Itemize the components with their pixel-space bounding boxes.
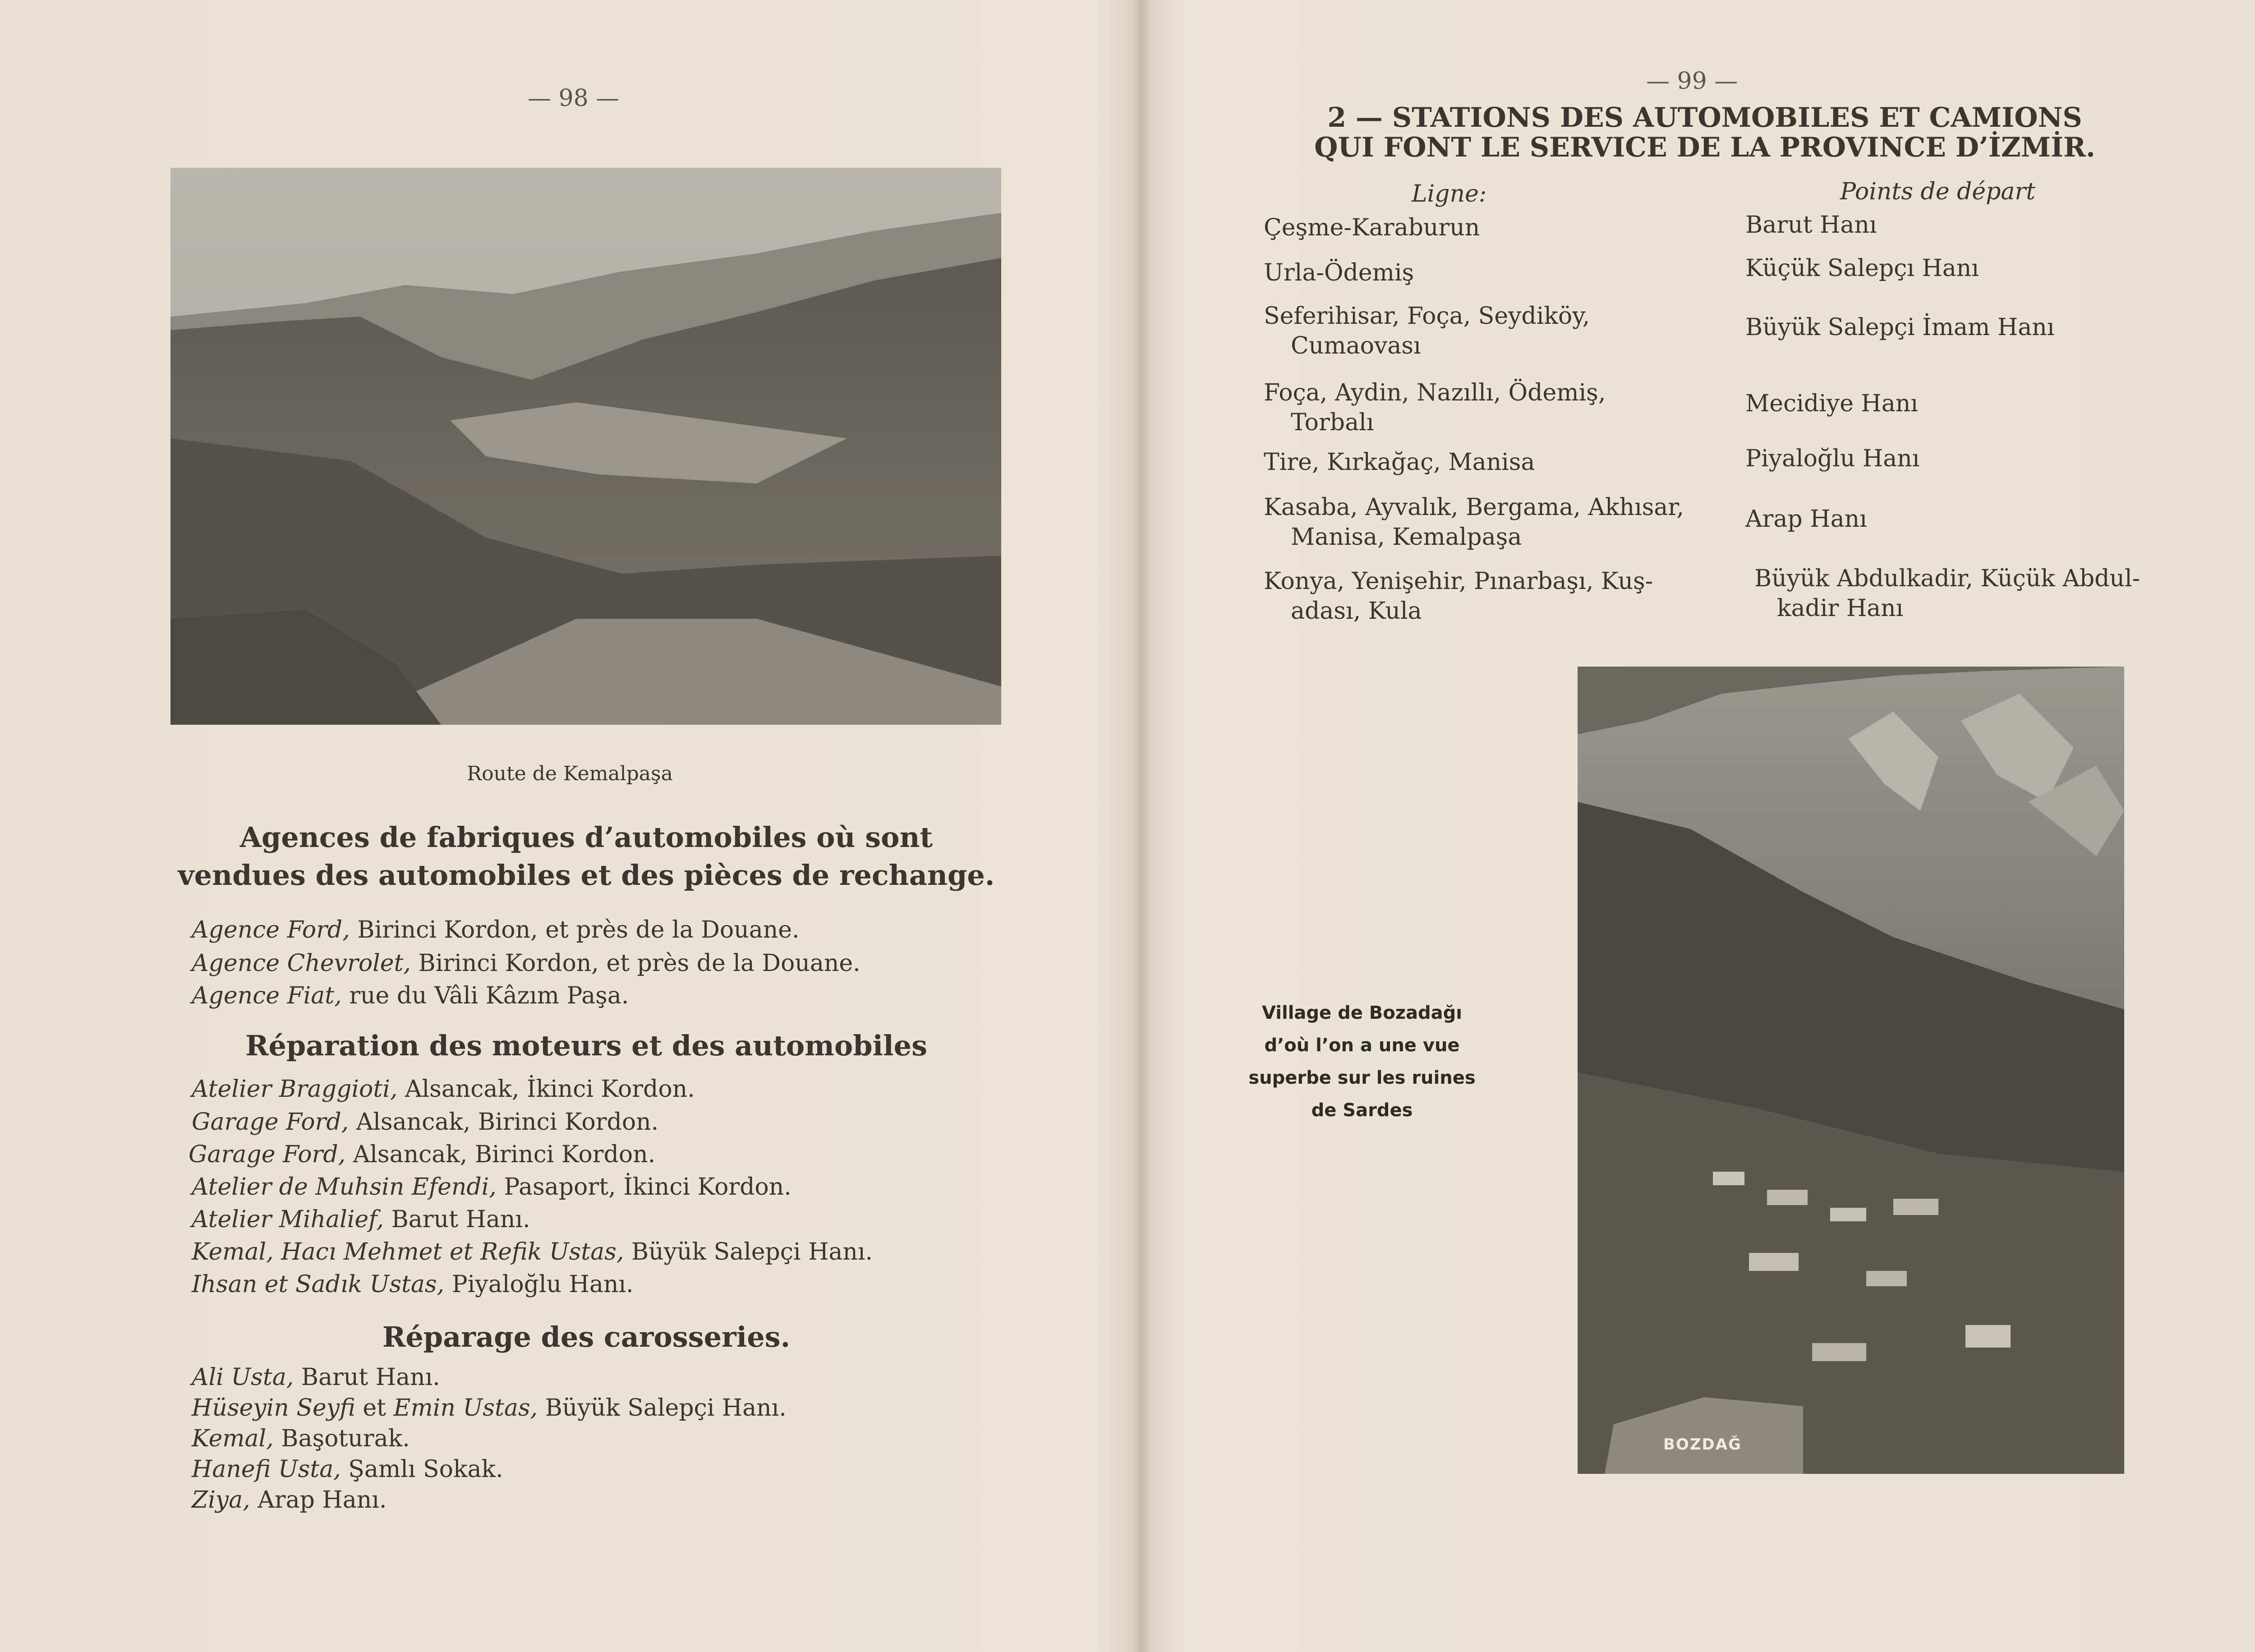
table-cell-departure: Mecidiye Hanı [1745,390,1918,417]
list-item: Garage Ford, Alsancak, Birinci Kordon. [192,1109,659,1136]
list-item: Agence Ford, Birinci Kordon, et près de la Douane. [192,916,800,943]
photo-village-bozadagi [1578,667,2124,1474]
list-item: Hüseyin Seyfi et Emin Ustas, Büyük Salepçi Hanı. [192,1394,787,1422]
table-cell-departure: Piyaloğlu Hanı [1745,445,1920,472]
table-cell-line: Urla-Ödemiş [1264,259,1414,286]
landscape-photo-image [170,168,1001,725]
list-item: Agence Chevrolet, Birinci Kordon, et près de la Douane. [192,950,861,977]
photo-caption-bozdag: Village de Bozadağı d’où l’on a une vue superbe sur les ruines de Sardes [1248,1003,1476,1121]
list-item: Kemal, Başoturak. [192,1425,410,1452]
mountain-village-photo-image [1578,667,2124,1474]
list-item: Ali Usta, Barut Hanı. [192,1364,440,1391]
stations-title-line1: 2 — STATIONS DES AUTOMOBILES ET CAMIONS [1327,102,2082,133]
heading-agencies: Agences de fabriques d’automobiles où sont vendues des automobiles et des pièces de rechange. [178,821,995,892]
table-cell-departure: Arap Hanı [1745,506,1867,533]
right-page [1141,0,2255,1652]
table-cell-line: Kasaba, Ayvalık, Bergama, Akhısar, Manisa, Kemalpaşa [1264,494,1684,551]
table-cell-line: Çeşme-Karaburun [1264,214,1480,241]
table-cell-line: Konya, Yenişehir, Pınarbaşı, Kuş- adası, Kula [1264,568,1653,625]
table-cell-line: Seferihisar, Foça, Seydiköy, Cumaovası [1264,303,1590,359]
list-item: Atelier Mihalief, Barut Hanı. [192,1206,530,1233]
page-number: — 99 — [1646,68,1738,95]
heading-bodywork: Réparage des carosseries. [382,1321,791,1353]
table-cell-departure: Küçük Salepçı Hanı [1745,255,1979,282]
photo-caption: Route de Kemalpaşa [467,762,673,785]
photo-route-kemalpasa [170,168,1001,725]
photo-stamp-text: BOZDAĞ [1663,1436,1742,1454]
column-header-departure: Points de départ [1840,178,2036,205]
table-cell-line: Foça, Aydin, Nazıllı, Ödemiş, Torbalı [1264,379,1606,436]
heading-repairs: Réparation des moteurs et des automobiles [245,1029,928,1062]
list-item: Agence Fiat, rue du Vâli Kâzım Paşa. [192,982,629,1009]
column-header-line: Ligne: [1412,180,1487,207]
table-cell-departure: Barut Hanı [1745,212,1877,239]
page-number: — 98 — [528,85,620,112]
list-item: Ziya, Arap Hanı. [192,1486,387,1514]
table-cell-departure: Büyük Abdulkadir, Küçük Abdul- kadir Hanı [1754,565,2140,622]
list-item: Atelier Braggioti, Alsancak, İkinci Kordon. [192,1076,695,1103]
list-item: Kemal, Hacı Mehmet et Refik Ustas, Büyük Salepçi Hanı. [192,1238,873,1265]
list-item: Hanefi Usta, Şamlı Sokak. [192,1456,503,1483]
stations-title-line2: QUI FONT LE SERVICE DE LA PROVINCE D’İZMİR. [1314,132,2095,163]
list-item: Atelier de Muhsin Efendi, Pasaport, İkinci Kordon. [192,1173,792,1201]
table-cell-line: Tire, Kırkağaç, Manisa [1264,449,1535,476]
table-cell-departure: Büyük Salepçi İmam Hanı [1745,314,2055,341]
list-item: Ihsan et Sadık Ustas, Piyaloğlu Hanı. [192,1271,634,1298]
list-item: Garage Ford, Alsancak, Birinci Kordon. [189,1141,656,1168]
